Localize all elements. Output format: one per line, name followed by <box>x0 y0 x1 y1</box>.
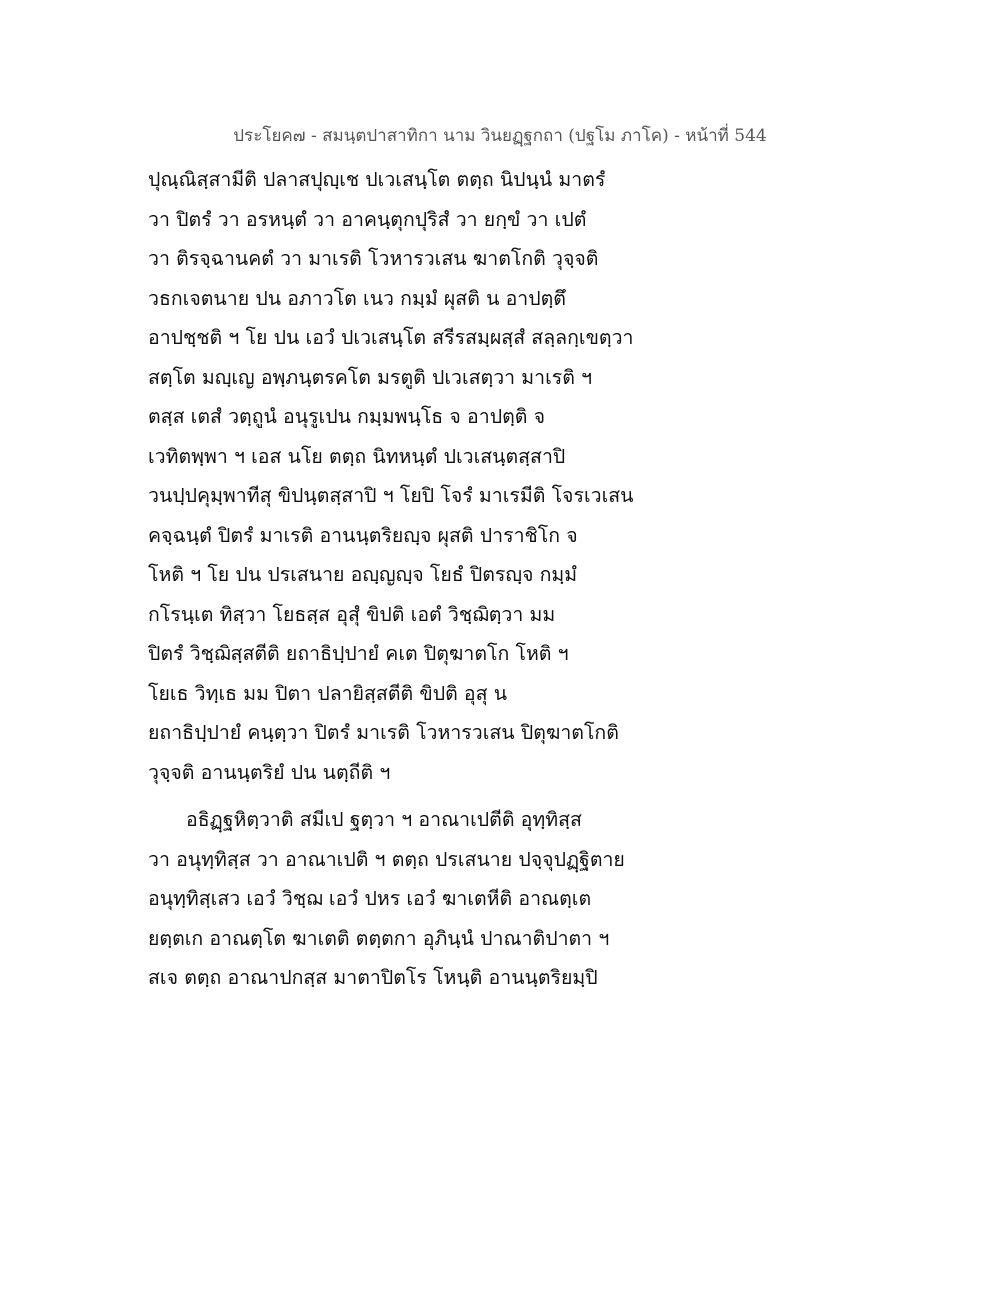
text-line: ยตฺตเก อาณตฺโต ฆาเตติ ตตฺตกา อุภินฺนํ ปาณาติปาตา ฯ <box>148 926 610 950</box>
paragraph-gap <box>148 792 868 800</box>
text-line: วนปฺปคุมฺพาทีสุ ขิปนฺตสฺสาปิ ฯ โยปิ โจรํ มาเรมีติ โจรเวเสน <box>148 484 634 507</box>
text-line: ปิตรํ วิชฺฌิสฺสตีติ ยถาธิปฺปายํ คเต ปิตุฆาตโก โหติ ฯ <box>148 642 569 665</box>
page-body <box>148 160 868 998</box>
text-line: สตฺโต มญฺเญ อพฺภนฺตรคโต มรตูติ ปเวเสตฺวา มาเรติ ฯ <box>148 365 593 389</box>
text-line: ปุณฺณิสฺสามีติ ปลาสปุญฺเช ปเวเสนฺโต ตตฺถ นิปนฺนํ มาตรํ <box>148 168 606 191</box>
page-header: ประโยค๗ - สมนฺตปาสาทิกา นาม วินยฏฺฐกถา (ปฐโม ภาโค) - หน้าที่ 544 <box>233 126 767 146</box>
text-line: อาปชฺชติ ฯ โย ปน เอวํ ปเวเสนฺโต สรีรสมฺผสฺสํ สลฺลกฺเขตฺวา <box>148 326 634 349</box>
text-line: วุจฺจติ อานนฺตริยํ ปน นตฺถีติ ฯ <box>148 760 391 784</box>
paragraph-2 <box>148 800 868 998</box>
text-line: ตสฺส เตสํ วตฺถูนํ อนุรูเปน กมฺมพนฺโธ จ อาปตฺติ จ <box>148 405 546 428</box>
text-line: ยถาธิปฺปายํ คนฺตฺวา ปิตรํ มาเรติ โวหารวเสน ปิตุฆาตโกติ <box>148 721 619 744</box>
text-line: คจฺฉนฺตํ ปิตรํ มาเรติ อานนฺตริยญฺจ ผุสติ ปาราชิโก จ <box>148 523 578 547</box>
text-line: โยเธ วิทฺเธ มม ปิตา ปลายิสฺสตีติ ขิปติ อุสุ น <box>148 681 508 705</box>
text-line: เวทิตพฺพา ฯ เอส นโย ตตฺถ นิทหนฺตํ ปเวเสนฺตสฺสาปิ <box>148 444 566 468</box>
text-line: วา ปิตรํ วา อรหนฺตํ วา อาคนฺตุกปุริสํ วา ยกฺขํ วา เปตํ <box>148 207 587 231</box>
text-line: โหติ ฯ โย ปน ปรเสนาย อญฺญญฺจ โยธํ ปิตรญฺจ กมฺมํ <box>148 563 578 586</box>
paragraph-1 <box>148 160 868 792</box>
text-line: วธกเจตนาย ปน อภาวโต เนว กมฺมํ ผุสติ น อาปตฺตึ <box>148 286 566 310</box>
text-line: วา ติรจฺฉานคตํ วา มาเรติ โวหารวเสน ฆาตโกติ วุจฺจติ <box>148 247 599 270</box>
text-line: อนุทฺทิสฺเสว เอวํ วิชฺฌ เอวํ ปหร เอวํ ฆาเตหีติ อาณตฺเต <box>148 887 592 910</box>
text-line: สเจ ตตฺถ อาณาปกสฺส มาตาปิตโร โหนฺติ อานนฺตริยมฺปิ <box>148 966 598 989</box>
text-line: กโรนฺเต ทิสฺวา โยธสฺส อุสุํ ขิปติ เอตํ วิชฺฌิตฺวา มม <box>148 602 556 626</box>
text-line: วา อนุทฺทิสฺส วา อาณาเปติ ฯ ตตฺถ ปรเสนาย ปจฺจุปฏฺฐิตาย <box>148 847 625 871</box>
text-line: อธิฏฺฐหิตฺวาติ สมีเป ฐตฺวา ฯ อาณาเปตีติ อุทฺทิสฺส <box>186 808 582 831</box>
